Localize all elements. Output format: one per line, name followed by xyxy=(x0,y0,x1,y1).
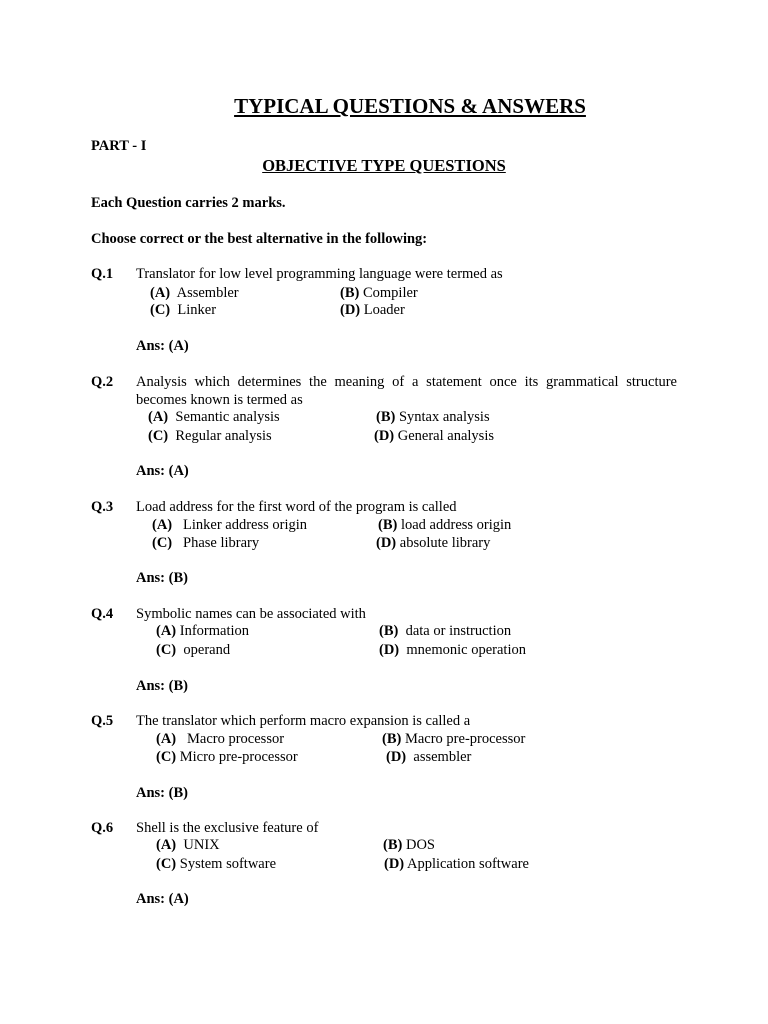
option-d: (D) Application software xyxy=(384,856,529,872)
option-d: (D) mnemonic operation xyxy=(379,642,526,658)
answer: Ans: (B) xyxy=(136,678,188,694)
instruction-marks: Each Question carries 2 marks. xyxy=(91,195,286,211)
option-c: (C) Phase library xyxy=(152,535,260,551)
option-b: (B) DOS xyxy=(383,837,435,853)
option-d: (D) absolute library xyxy=(376,535,491,551)
question-number: Q.6 xyxy=(91,820,114,836)
part-heading: PART - I xyxy=(91,138,147,154)
option-a: (A) UNIX xyxy=(156,837,220,853)
answer: Ans: (B) xyxy=(136,570,188,586)
option-a: (A) Assembler xyxy=(150,285,239,301)
option-b: (B) Compiler xyxy=(340,285,418,301)
option-a: (A) Information xyxy=(156,623,250,639)
option-b: (B) load address origin xyxy=(378,517,512,533)
option-a: (A) Linker address origin xyxy=(152,517,308,533)
option-b: (B) data or instruction xyxy=(379,623,512,639)
answer: Ans: (B) xyxy=(136,785,188,801)
option-c: (C) operand xyxy=(156,642,231,658)
option-a: (A) Semantic analysis xyxy=(148,409,280,425)
answer: Ans: (A) xyxy=(136,891,189,907)
question-text: Symbolic names can be associated with xyxy=(136,606,366,622)
option-c: (C) Micro pre-processor xyxy=(156,749,298,765)
option-a: (A) Macro processor xyxy=(156,731,285,747)
option-c: (C) Linker xyxy=(150,302,217,318)
option-b: (B) Syntax analysis xyxy=(376,409,490,425)
page-title: TYPICAL QUESTIONS & ANSWERS xyxy=(234,94,586,118)
answer: Ans: (A) xyxy=(136,463,189,479)
option-b: (B) Macro pre-processor xyxy=(382,731,526,747)
option-c: (C) System software xyxy=(156,856,277,872)
question-text: Analysis which determines the meaning of a statement once its grammatical structure becomes known is termed as xyxy=(136,374,677,408)
question-number: Q.3 xyxy=(91,499,114,515)
question-text: Translator for low level programming language were termed as xyxy=(136,266,503,282)
answer: Ans: (A) xyxy=(136,338,189,354)
option-d: (D) assembler xyxy=(386,749,472,765)
question-number: Q.1 xyxy=(91,266,114,282)
question-number: Q.5 xyxy=(91,713,114,729)
question-text: The translator which perform macro expansion is called a xyxy=(136,713,471,729)
option-d: (D) General analysis xyxy=(374,428,494,444)
question-text: Load address for the first word of the program is called xyxy=(136,499,457,515)
option-d: (D) Loader xyxy=(340,302,405,318)
question-number: Q.4 xyxy=(91,606,114,622)
instruction-choose: Choose correct or the best alternative in the following: xyxy=(91,231,428,247)
question-number: Q.2 xyxy=(91,374,114,390)
question-text: Shell is the exclusive feature of xyxy=(136,820,319,836)
section-subtitle: OBJECTIVE TYPE QUESTIONS xyxy=(262,156,506,175)
option-c: (C) Regular analysis xyxy=(148,428,272,444)
